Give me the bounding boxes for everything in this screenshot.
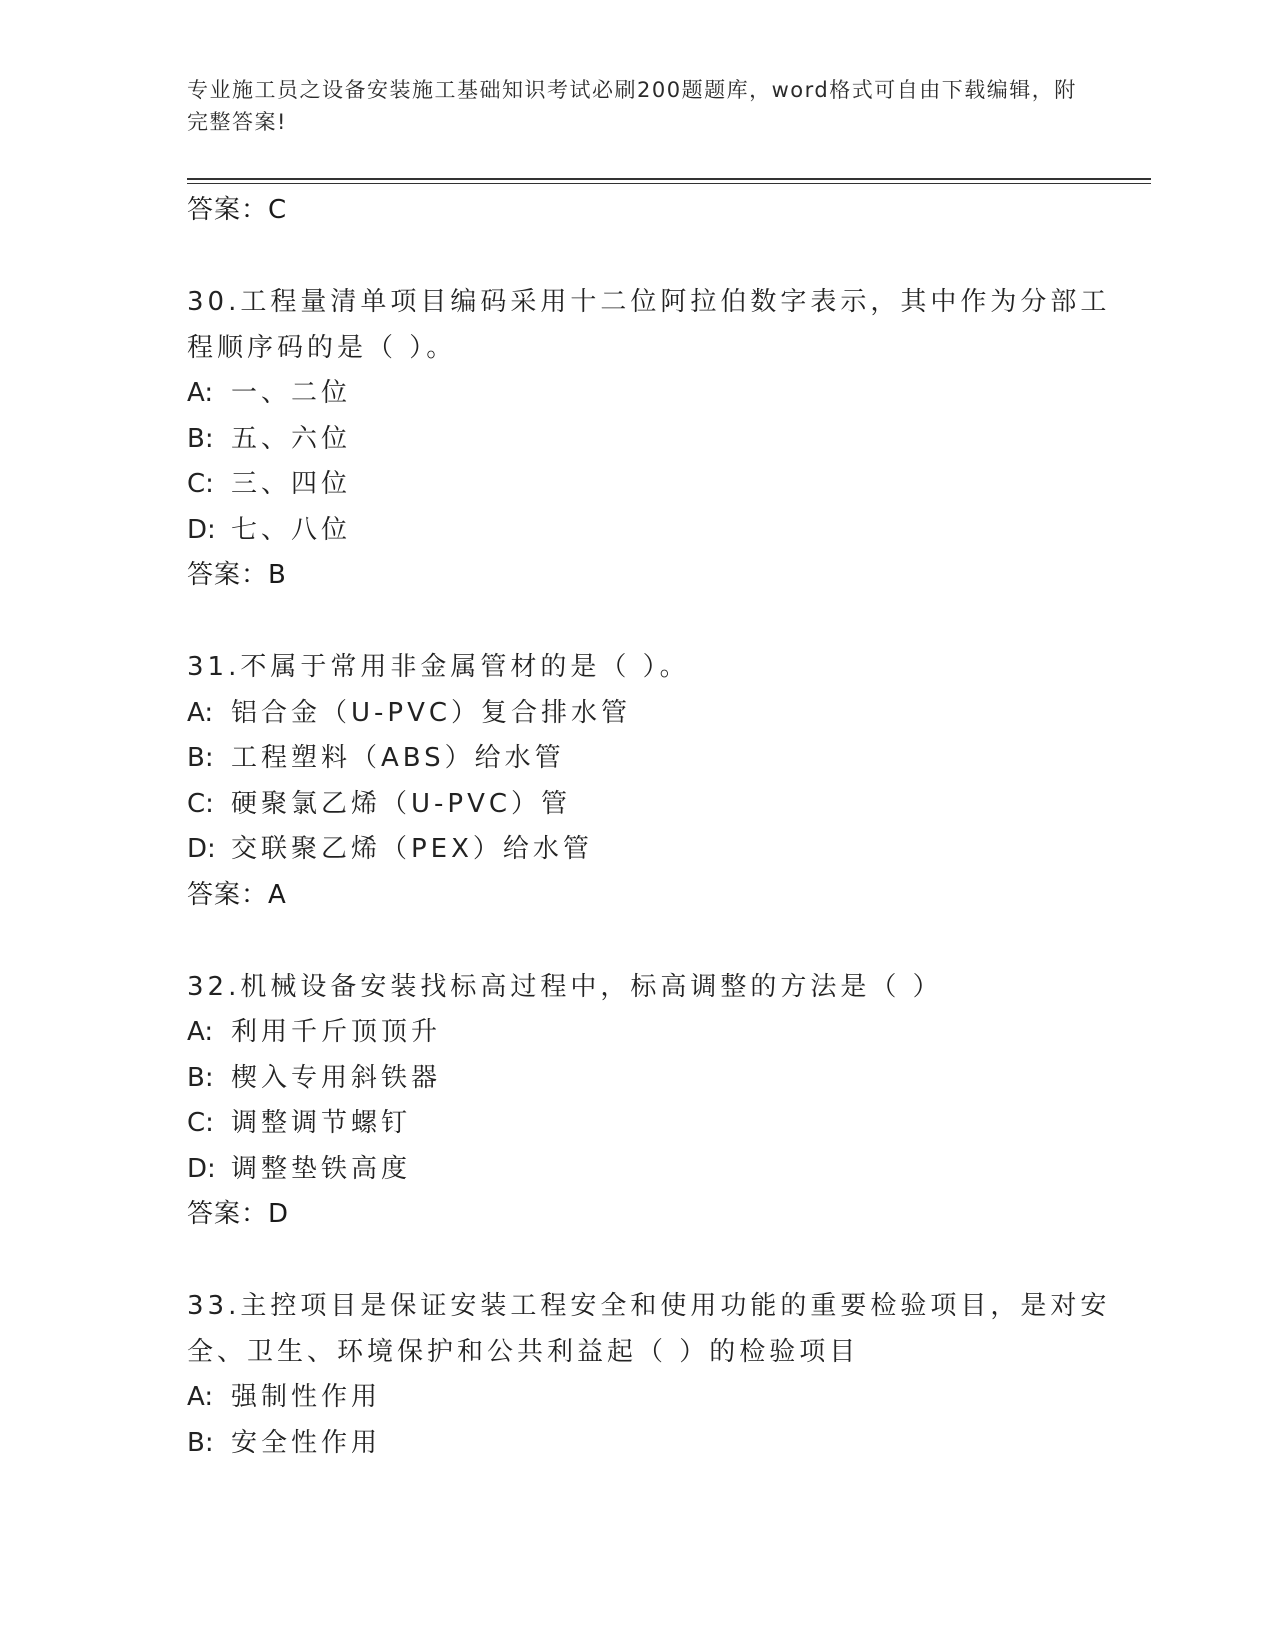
option-text: 安全性作用 [231,1427,382,1458]
header-rule-thin [187,183,1151,184]
option-c [187,782,1117,828]
question-block [187,280,1117,597]
question-list [187,188,1117,1466]
option-key: B: [187,423,214,454]
option-text: 硬聚氯乙烯（U-PVC）管 [231,788,572,819]
option-key: C: [187,469,214,499]
spacer [187,232,1117,280]
option-c [187,1101,1117,1147]
option-d [187,1147,1117,1193]
answer-line: 答案：B [187,560,287,590]
option-key: C: [187,788,214,819]
option-a [187,1375,1117,1421]
option-text: 调整调节螺钉 [231,1108,412,1138]
question-stem: 33.主控项目是保证安装工程安全和使用功能的重要检验项目，是对安全、卫生、环境保护和公共利益起（ ）的检验项目 [187,1291,1111,1367]
option-d [187,508,1117,554]
option-key: D: [187,514,216,545]
option-text: 七、八位 [231,514,352,545]
option-key: D: [187,834,216,864]
question-stem: 30.工程量清单项目编码采用十二位阿拉伯数字表示，其中作为分部工程顺序码的是（ ）。 [187,287,1111,363]
spacer [187,1236,1117,1284]
option-key: A: [187,697,214,728]
question-stem: 31.不属于常用非金属管材的是（ ）。 [187,652,690,682]
option-key: C: [187,1108,214,1138]
option-c [187,462,1117,508]
option-text: 楔入专用斜铁器 [231,1062,442,1093]
previous-answer: 答案：C [187,195,288,225]
option-key: B: [187,743,214,773]
option-d [187,827,1117,873]
question-block [187,965,1117,1237]
option-text: 五、六位 [231,423,352,454]
option-key: A: [187,1017,214,1047]
question-stem: 32.机械设备安装找标高过程中，标高调整的方法是（ ） [187,971,943,1002]
spacer [187,597,1117,645]
option-text: 三、四位 [231,469,352,499]
option-a [187,371,1117,417]
option-text: 利用千斤顶顶升 [231,1017,442,1047]
page-header: 专业施工员之设备安装施工基础知识考试必刷200题题库，word格式可自由下载编辑，附完整答案! [187,78,1077,134]
answer-line: 答案：D [187,1199,290,1229]
option-key: A: [187,378,214,408]
option-key: B: [187,1062,214,1093]
option-text: 交联聚乙烯（PEX）给水管 [231,834,593,864]
option-text: 强制性作用 [231,1382,382,1412]
answer-line: 答案：A [187,879,287,910]
option-key: A: [187,1382,214,1412]
option-text: 铝合金（U-PVC）复合排水管 [231,697,632,728]
spacer [187,917,1117,965]
option-key: D: [187,1153,216,1184]
option-b [187,736,1117,782]
option-a [187,1010,1117,1056]
option-a [187,691,1117,737]
option-b [187,1421,1117,1467]
option-text: 工程塑料（ABS）给水管 [231,743,565,773]
option-key: B: [187,1427,214,1458]
header-rule-thick [187,178,1151,180]
option-b [187,1056,1117,1102]
option-b [187,417,1117,463]
option-text: 一、二位 [231,378,352,408]
question-block [187,645,1117,917]
question-block [187,1284,1117,1466]
option-text: 调整垫铁高度 [231,1153,412,1184]
